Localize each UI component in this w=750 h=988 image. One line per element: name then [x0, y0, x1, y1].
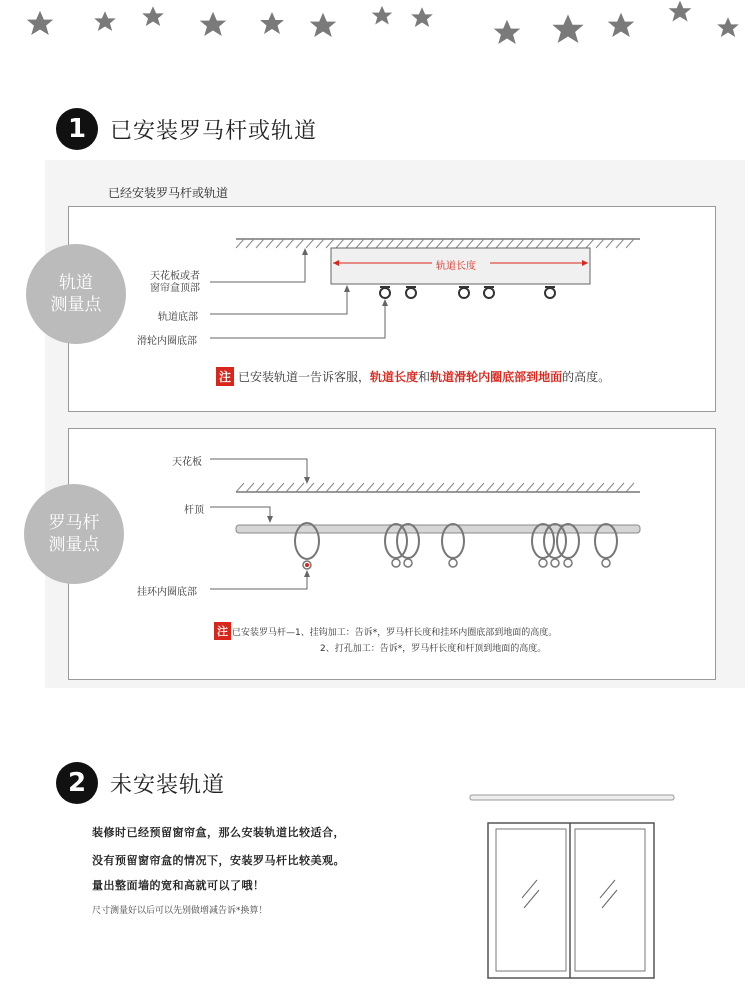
note-text-line2: 2、打孔加工：告诉*，罗马杆长度和杆顶到地面的高度。: [320, 644, 547, 654]
badge-line2: 测量点: [48, 535, 100, 555]
badge-line2: 测量点: [50, 295, 102, 315]
note-badge: 注: [216, 367, 234, 386]
note-text: 的高度。: [562, 370, 611, 384]
label-ring-bottom: 挂环内圈底部: [137, 587, 197, 598]
note-text: 和: [418, 370, 431, 384]
badge-line1: 罗马杆: [48, 513, 100, 533]
description-line3: 量出整面墙的宽和高就可以了哦！: [92, 879, 265, 892]
track-length-label: 轨道长度: [436, 257, 476, 272]
label-pulley-bottom: 滑轮内圈底部: [137, 336, 197, 347]
section-title: 未安装轨道: [110, 772, 226, 798]
description-line2: 没有预留窗帘盒的情况下，安装罗马杆比较美观。: [92, 854, 345, 867]
section-number-badge: 1: [56, 108, 98, 150]
note-badge: 注: [214, 622, 231, 640]
note-text-line1: 已安装罗马杆—1、挂钩加工：告诉*，罗马杆长度和挂环内圈底部到地面的高度。: [232, 627, 558, 638]
note-highlight: 轨道滑轮内圈底部到地面: [430, 370, 563, 384]
description-line1: 装修时已经预留窗帘盒，那么安装轨道比较适合，: [92, 826, 345, 839]
label-track-bottom: 轨道底部: [158, 312, 198, 323]
note-highlight: 轨道长度: [370, 370, 419, 384]
section-title: 已安装罗马杆或轨道: [110, 118, 318, 144]
label-ceiling: 天花板: [172, 457, 202, 468]
section-number-badge: 2: [56, 762, 98, 804]
note-text: 已安装轨道一告诉客服，: [238, 370, 371, 384]
panel-caption: 已经安装罗马杆或轨道: [108, 186, 229, 200]
badge-line1: 轨道: [59, 273, 93, 293]
label-ceiling-line1: 天花板或者: [150, 271, 200, 282]
description-line4: 尺寸测量好以后可以先别做增减告诉*换算！: [92, 906, 268, 916]
label-rod-top: 杆顶: [184, 505, 204, 516]
label-ceiling-line2: 窗帘盒顶部: [150, 283, 200, 294]
